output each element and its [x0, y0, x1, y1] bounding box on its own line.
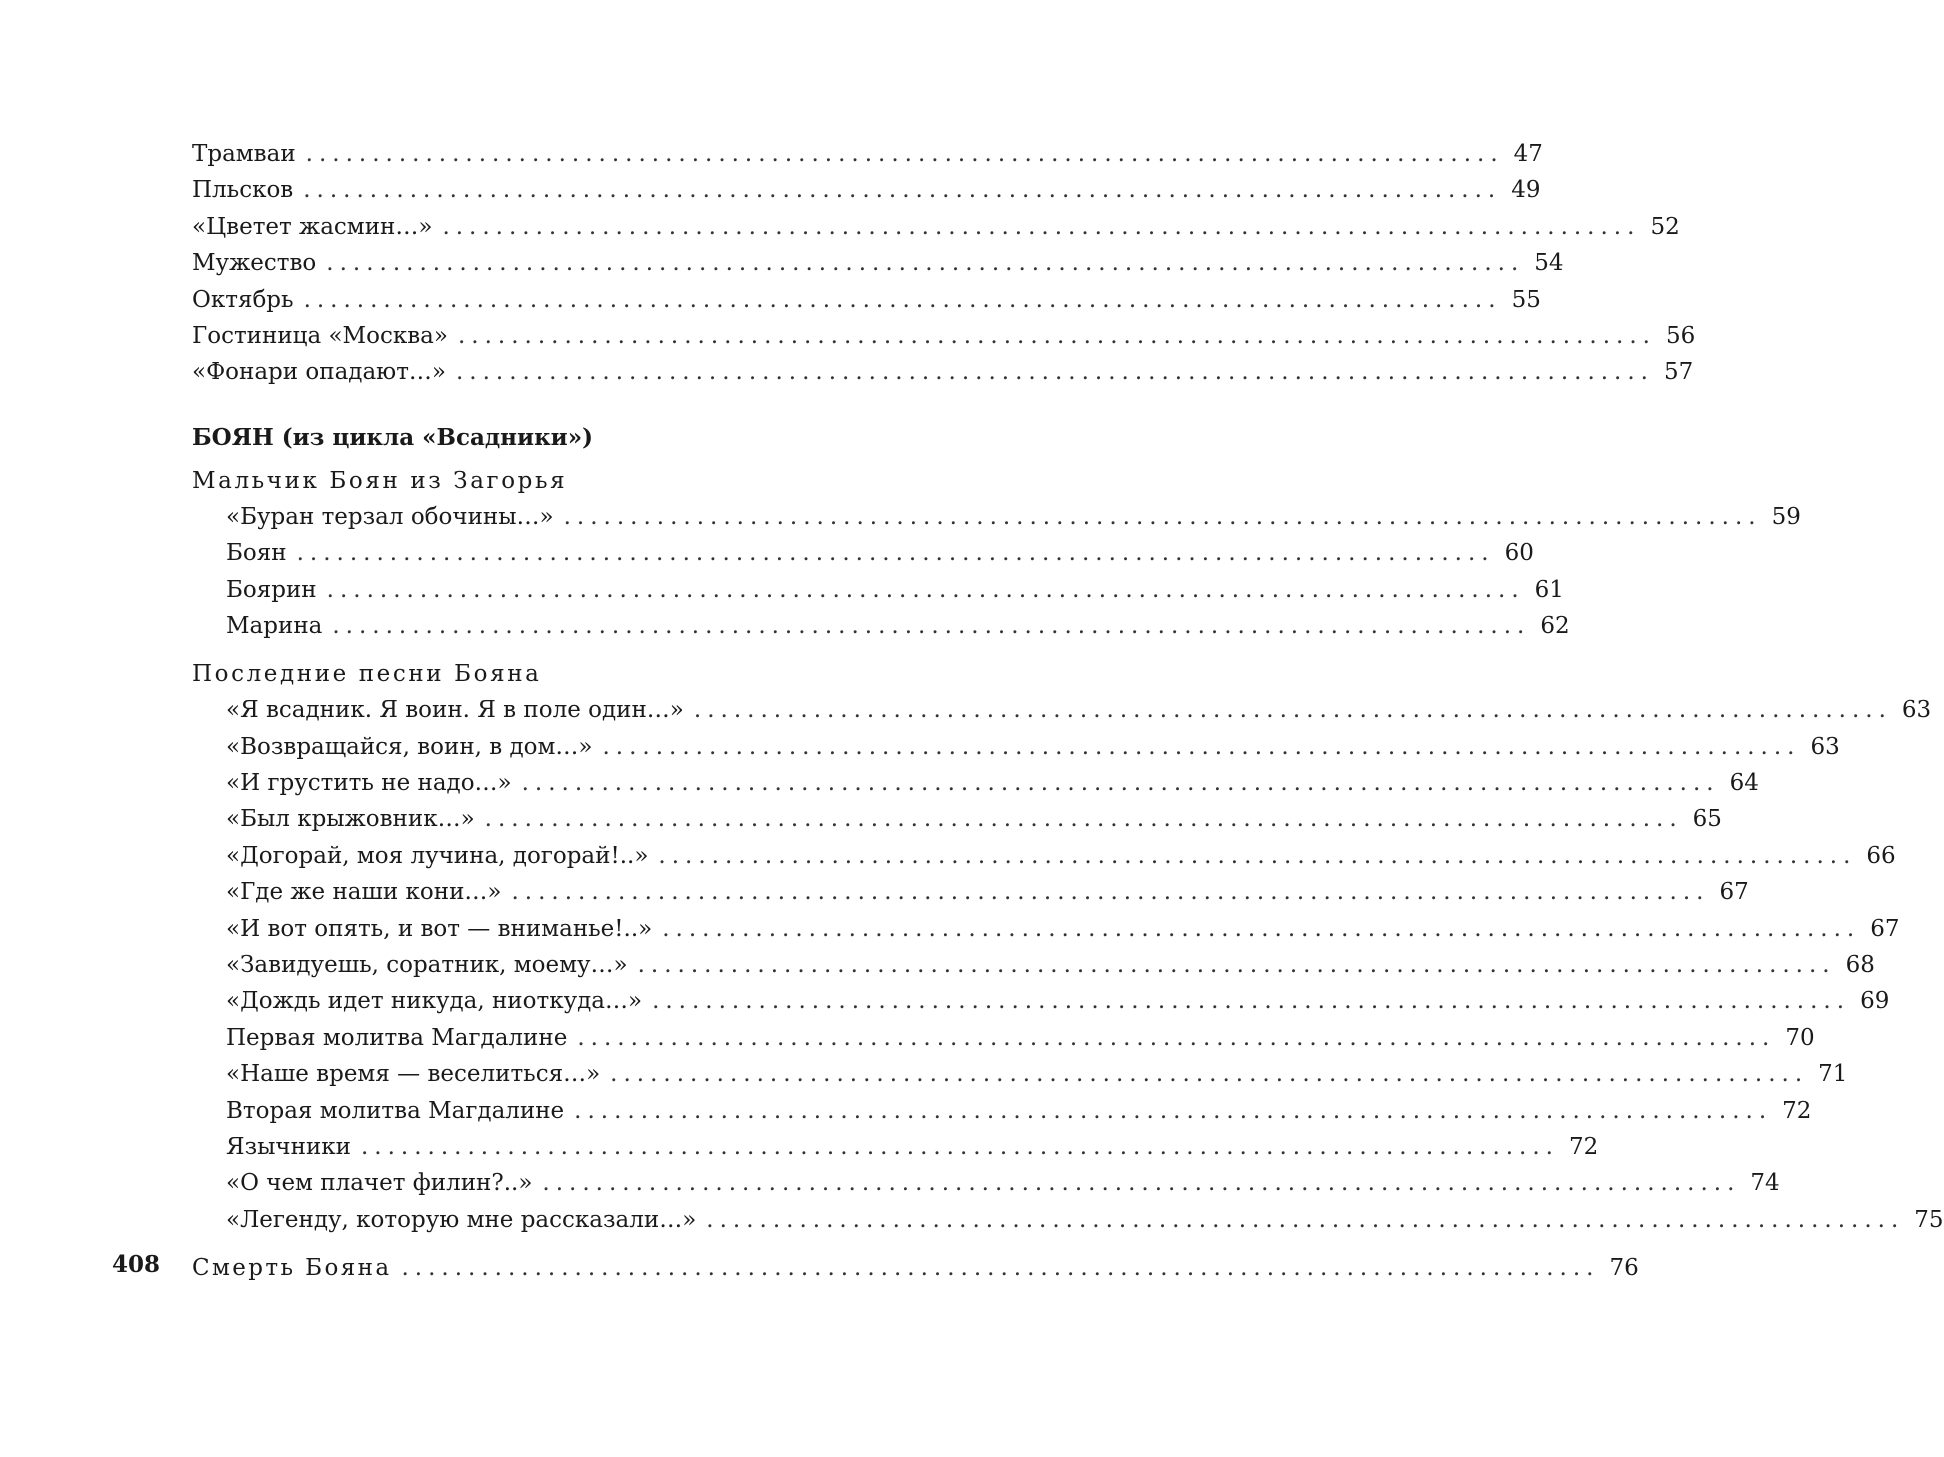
- entry-title: Октябрь: [192, 286, 294, 313]
- dot-leader: ..........................................................................................: [303, 177, 1502, 204]
- dot-leader: ..........................................................................................: [456, 359, 1654, 386]
- toc-entry: [192, 499, 1801, 535]
- toc-entry: [192, 282, 1541, 318]
- toc-entry: [192, 572, 1564, 608]
- table-of-contents: [192, 136, 1944, 1287]
- dot-leader: ..........................................................................................: [401, 1255, 1600, 1282]
- entry-page-number: 56: [1665, 322, 1696, 349]
- dot-leader: ..........................................................................................: [457, 322, 1656, 349]
- entry-page-number: 59: [1771, 503, 1801, 530]
- dot-leader: ..........................................................................................: [637, 952, 1836, 979]
- entry-page-number: 57: [1664, 359, 1694, 386]
- dot-leader: ..........................................................................................: [326, 576, 1525, 603]
- dot-leader: ..........................................................................................: [610, 1061, 1809, 1088]
- entry-title: Боярин: [226, 576, 317, 603]
- entry-page-number: 49: [1511, 177, 1541, 204]
- page-folio-number: 408: [112, 1251, 161, 1278]
- entry-title: «Фонари опадают…»: [192, 359, 446, 386]
- entry-page-number: 72: [1782, 1097, 1812, 1124]
- dot-leader: ..........................................................................................: [662, 915, 1861, 942]
- toc-entry: [192, 1056, 1848, 1092]
- dot-leader: ..........................................................................................: [521, 770, 1720, 797]
- dot-leader: ..........................................................................................: [305, 141, 1504, 167]
- toc-entry: [192, 354, 1694, 390]
- entry-title: «Где же наши кони…»: [226, 879, 502, 906]
- dot-leader: ..........................................................................................: [706, 1206, 1905, 1233]
- toc-entry: [192, 1093, 1812, 1129]
- toc-entry: [192, 801, 1722, 837]
- entry-page-number: 63: [1810, 733, 1840, 760]
- entry-title: «О чем плачет филин?..»: [226, 1170, 533, 1197]
- toc-entry: [192, 608, 1570, 644]
- toc-entry: [192, 1165, 1780, 1201]
- dot-leader: ..........................................................................................: [658, 842, 1857, 869]
- entry-page-number: 47: [1513, 141, 1543, 167]
- entry-title: Язычники: [226, 1133, 351, 1160]
- entry-title: «И вот опять, и вот — вниманье!..»: [226, 915, 653, 942]
- entry-title: «Я всадник. Я воин. Я в поле один…»: [226, 697, 684, 724]
- entry-title: Пльсков: [192, 177, 294, 204]
- toc-entry: [192, 947, 1875, 983]
- entry-title: Боян: [226, 540, 287, 567]
- entry-page-number: 72: [1569, 1133, 1599, 1160]
- entry-page-number: 68: [1845, 952, 1875, 979]
- entry-page-number: 55: [1511, 286, 1541, 313]
- entry-title: «Легенду, которую мне рассказали…»: [226, 1206, 697, 1233]
- toc-entry: [192, 874, 1749, 910]
- toc-entry: [192, 729, 1840, 765]
- entry-title: «Буран терзал обочины…»: [226, 503, 554, 530]
- toc-entry: [192, 209, 1680, 245]
- entry-page-number: 63: [1901, 697, 1932, 724]
- entry-page-number: 60: [1504, 540, 1534, 567]
- entry-title: Первая молитва Магдалине: [226, 1024, 568, 1051]
- entry-page-number: 75: [1914, 1206, 1944, 1233]
- entry-title: «Наше время — веселиться…»: [226, 1061, 601, 1088]
- dot-leader: ..........................................................................................: [563, 503, 1762, 530]
- dot-leader: ..........................................................................................: [361, 1133, 1559, 1160]
- toc-entry: [192, 318, 1696, 354]
- entry-page-number: 62: [1540, 612, 1570, 639]
- entry-title: «Возвращайся, воин, в дом…»: [226, 733, 593, 760]
- dot-leader: ..........................................................................................: [602, 733, 1801, 760]
- toc-entry: [192, 838, 1896, 874]
- dot-leader: ..........................................................................................: [303, 286, 1502, 313]
- dot-leader: ..........................................................................................: [577, 1024, 1776, 1051]
- dot-leader: ..........................................................................................: [484, 806, 1683, 833]
- entry-page-number: 64: [1729, 770, 1759, 797]
- entry-title: Гостиница «Москва»: [192, 322, 448, 349]
- toc-entry: [192, 692, 1932, 728]
- entry-title: Вторая молитва Магдалине: [226, 1097, 565, 1124]
- dot-leader: ..........................................................................................: [511, 879, 1710, 906]
- toc-entry: [192, 172, 1541, 208]
- dot-leader: ..........................................................................................: [574, 1097, 1773, 1124]
- section-heading: БОЯН (из цикла «Всадники»): [192, 423, 593, 451]
- entry-title: «Дождь идет никуда, ниоткуда…»: [226, 988, 643, 1015]
- toc-entry-final: [192, 1250, 1639, 1286]
- entry-title: «И грустить не надо…»: [226, 770, 512, 797]
- toc-entry: [192, 911, 1900, 947]
- dot-leader: ..........................................................................................: [326, 250, 1525, 277]
- toc-entry: [192, 1202, 1944, 1238]
- dot-leader: ..........................................................................................: [652, 988, 1851, 1015]
- entry-title: «Был крыжовник…»: [226, 806, 475, 833]
- dot-leader: ..........................................................................................: [442, 213, 1641, 240]
- entry-page-number: 52: [1650, 213, 1680, 240]
- entry-page-number: 74: [1750, 1170, 1780, 1197]
- entry-title: «Завидуешь, соратник, моему…»: [226, 952, 628, 979]
- entry-title: Трамваи: [192, 141, 296, 167]
- toc-entry: [192, 245, 1564, 281]
- toc-entry: [192, 535, 1534, 571]
- entry-page-number: 61: [1534, 576, 1564, 603]
- subsection-heading: Последние песни Бояна: [192, 661, 542, 688]
- entry-page-number: 67: [1870, 915, 1900, 942]
- entry-title: «Цветет жасмин…»: [192, 213, 433, 240]
- entry-title: Мужество: [192, 250, 317, 277]
- toc-entry: [192, 983, 1890, 1019]
- entry-page-number: 69: [1860, 988, 1890, 1015]
- dot-leader: ..........................................................................................: [542, 1170, 1741, 1197]
- entry-page-number: 67: [1719, 879, 1749, 906]
- toc-entry: [192, 1020, 1815, 1056]
- entry-page-number: 54: [1534, 250, 1564, 277]
- entry-page-number: 71: [1818, 1061, 1848, 1088]
- dot-leader: ..........................................................................................: [296, 540, 1495, 567]
- entry-page-number: 65: [1692, 806, 1722, 833]
- entry-page-number: 70: [1785, 1024, 1815, 1051]
- dot-leader: ..........................................................................................: [693, 697, 1892, 724]
- entry-page-number: 76: [1609, 1255, 1639, 1282]
- entry-title: «Догорай, моя лучина, догорай!..»: [226, 842, 649, 869]
- entry-title: Марина: [226, 612, 323, 639]
- entry-page-number: 66: [1866, 842, 1896, 869]
- toc-entry: [192, 136, 1543, 172]
- dot-leader: ..........................................................................................: [332, 612, 1531, 639]
- toc-entry: [192, 765, 1759, 801]
- entry-title: Смерть Бояна: [192, 1255, 392, 1282]
- toc-entry: [192, 1129, 1599, 1165]
- subsection-heading: Мальчик Боян из Загорья: [192, 467, 568, 494]
